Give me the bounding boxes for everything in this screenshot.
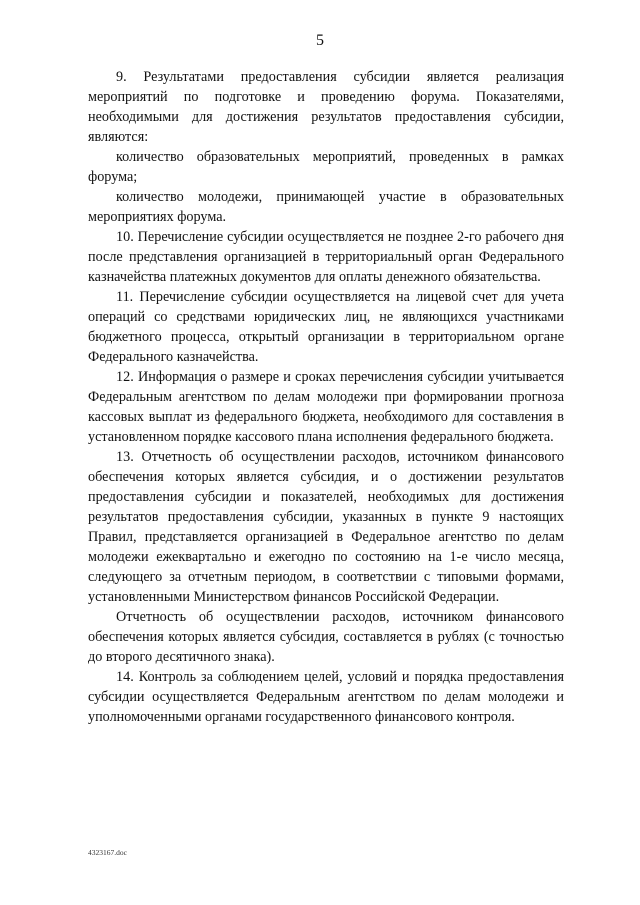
paragraph-13: 13. Отчетность об осуществлении расходов, источником финансового обеспечения которых является субсидия, и о достижении результатов предоставления субсидии и показателей, необходимых для достижения результатов предоставления субсидии, указанных в пункте 9 настоящих Правил, представляется организацией в Федеральное агентство по делам молодежи ежеквартально и ежегодно по состоянию на 1-е число месяца, следующего за отчетным периодом, в соответствии с типовыми формами, установленными Министерством финансов Российской Федерации. bbox=[88, 449, 564, 605]
paragraph-12: 12. Информация о размере и сроках перечисления субсидии учитывается Федеральным агентством по делам молодежи при формировании прогноза кассовых выплат из федерального бюджета, необходимого для составления в установленном порядке кассового плана исполнения федерального бюджета. bbox=[88, 369, 564, 445]
paragraph-14: 14. Контроль за соблюдением целей, условий и порядка предоставления субсидии осуществляется Федеральным агентством по делам молодежи и уполномоченными органами государственного финансового контроля. bbox=[88, 669, 564, 725]
paragraph-11: 11. Перечисление субсидии осуществляется на лицевой счет для учета операций со средствами юридических лиц, не являющихся участниками бюджетного процесса, открытый организации в территориальном органе Федерального казначейства. bbox=[88, 289, 564, 365]
paragraph-10: 10. Перечисление субсидии осуществляется не позднее 2-го рабочего дня после представления организацией в территориальный орган Федерального казначейства платежных документов для оплаты денежного обязательства. bbox=[88, 229, 564, 285]
page-number: 5 bbox=[316, 32, 324, 49]
file-reference: 4323167.doc bbox=[88, 848, 127, 857]
paragraph-13-continued: Отчетность об осуществлении расходов, источником финансового обеспечения которых является субсидия, составляется в рублях (с точностью до второго десятичного знака). bbox=[88, 609, 564, 665]
paragraph-9-item-2: количество молодежи, принимающей участие в образовательных мероприятиях форума. bbox=[88, 189, 564, 225]
document-body bbox=[88, 67, 564, 727]
paragraph-9: 9. Результатами предоставления субсидии является реализация мероприятий по подготовке и проведению форума. Показателями, необходимыми для достижения результатов предоставления субсидии, являются: bbox=[88, 69, 564, 145]
paragraph-9-item-1: количество образовательных мероприятий, проведенных в рамках форума; bbox=[88, 149, 564, 185]
